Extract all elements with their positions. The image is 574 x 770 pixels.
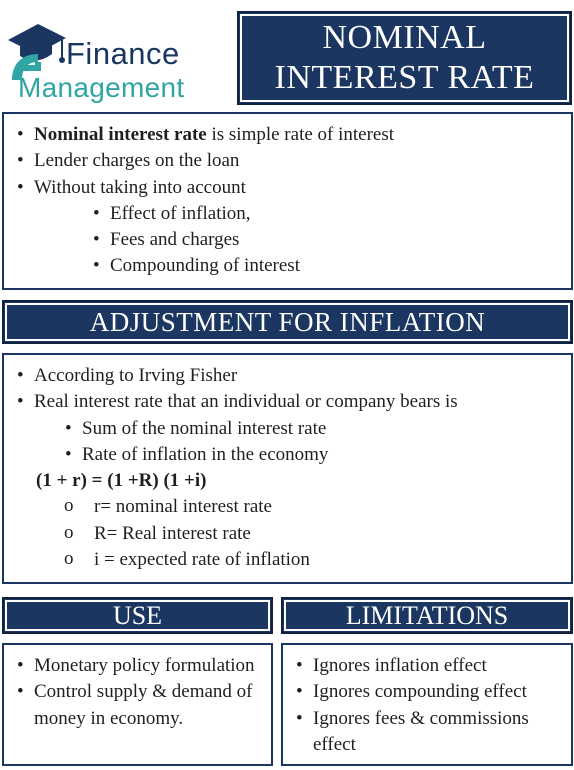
graduation-cap-icon [4,10,74,80]
list-item: • Ignores compounding effect [285,679,567,705]
efm-logo [4,10,230,104]
page-title-banner [237,11,572,105]
sub-list-item: • Fees and charges [6,227,394,253]
list-item: • Monetary policy formulation [6,653,265,679]
page-title [275,18,535,98]
list-item: • Ignores inflation effect [285,653,567,679]
adjustment-heading: ADJUSTMENT FOR INFLATION [2,300,573,344]
bold-term: Nominal interest rate [34,124,207,145]
variable-item: o i = expected rate of inflation [6,547,458,573]
list-item [6,122,394,148]
use-box [2,643,273,766]
brand-name-line2: Management [18,72,185,103]
brand-name-line1: Finance [66,36,180,71]
title-line-2: INTEREST RATE [274,59,535,96]
list-item: • Real interest rate that an individual or company bears is [6,389,458,415]
limitations-box [281,643,573,766]
list-item: • Ignores fees & commissions effect [285,706,567,759]
sub-list-item: • Rate of inflation in the economy [6,442,458,468]
use-heading: USE [2,597,273,634]
variable-item: o r= nominal interest rate [6,494,458,520]
term-rest: is simple rate of interest [206,124,395,145]
adjustment-box [2,353,573,584]
list-item: • Control supply & demand of money in economy. [6,679,265,732]
limitations-heading: LIMITATIONS [281,597,573,634]
definition-box [2,112,573,290]
variable-item: o R= Real interest rate [6,521,458,547]
sub-list-item: • Sum of the nominal interest rate [6,416,458,442]
list-item: • Without taking into account [6,175,394,201]
title-line-1: NOMINAL [322,19,487,56]
list-item: • Lender charges on the loan [6,148,394,174]
fisher-formula: (1 + r) = (1 +R) (1 +i) [36,470,207,492]
list-item: • According to Irving Fisher [6,363,458,389]
sub-list-item: • Effect of inflation, [6,201,394,227]
sub-list-item: • Compounding of interest [6,253,394,279]
